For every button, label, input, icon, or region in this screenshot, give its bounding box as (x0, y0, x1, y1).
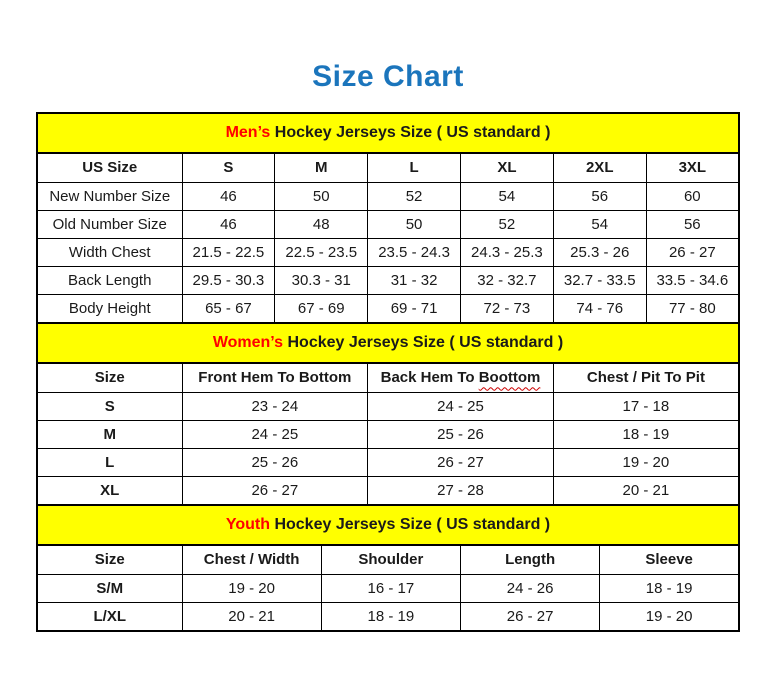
row-label: M (37, 421, 182, 449)
column-header: Shoulder (321, 545, 460, 575)
table-cell: 21.5 - 22.5 (182, 239, 275, 267)
womens-section-rest: Hockey Jerseys Size ( US standard ) (283, 333, 564, 351)
table-cell: 24 - 25 (182, 421, 368, 449)
table-row (37, 211, 739, 239)
table-row (37, 393, 739, 421)
table-cell: 60 (646, 183, 739, 211)
mens-section-row (37, 113, 739, 153)
table-cell: 32.7 - 33.5 (553, 267, 646, 295)
table-row (37, 267, 739, 295)
column-header (368, 363, 554, 393)
table-cell: 30.3 - 31 (275, 267, 368, 295)
table-cell: 23 - 24 (182, 393, 368, 421)
table-cell: 65 - 67 (182, 295, 275, 323)
column-header: Chest / Width (182, 545, 321, 575)
column-header: Length (461, 545, 600, 575)
row-label: L/XL (37, 603, 182, 631)
table-row (37, 295, 739, 323)
table-row (37, 183, 739, 211)
youth-header-row (37, 545, 739, 575)
table-cell: 18 - 19 (553, 421, 739, 449)
table-cell: 26 - 27 (182, 477, 368, 505)
row-label: S/M (37, 575, 182, 603)
youth-section-rest: Hockey Jerseys Size ( US standard ) (270, 515, 551, 533)
table-cell: 24 - 25 (368, 393, 554, 421)
table-cell: 22.5 - 23.5 (275, 239, 368, 267)
youth-section-prefix: Youth (225, 515, 270, 533)
youth-section-header (37, 505, 739, 545)
table-row (37, 477, 739, 505)
table-row (37, 575, 739, 603)
table-cell: 17 - 18 (553, 393, 739, 421)
table-cell: 29.5 - 30.3 (182, 267, 275, 295)
table-row (37, 603, 739, 631)
column-header: XL (460, 153, 553, 183)
table-cell: 32 - 32.7 (460, 267, 553, 295)
table-cell: 52 (368, 183, 461, 211)
table-cell: 18 - 19 (321, 603, 460, 631)
table-cell: 25.3 - 26 (553, 239, 646, 267)
table-cell: 52 (460, 211, 553, 239)
table-cell: 67 - 69 (275, 295, 368, 323)
column-header: 3XL (646, 153, 739, 183)
table-cell: 25 - 26 (182, 449, 368, 477)
mens-header-row (37, 153, 739, 183)
column-header: Front Hem To Bottom (182, 363, 368, 393)
youth-size-table (36, 504, 740, 632)
table-cell: 54 (553, 211, 646, 239)
table-cell: 54 (460, 183, 553, 211)
table-cell: 26 - 27 (368, 449, 554, 477)
table-cell: 24.3 - 25.3 (460, 239, 553, 267)
table-cell: 25 - 26 (368, 421, 554, 449)
column-header: Sleeve (600, 545, 739, 575)
table-cell: 46 (182, 183, 275, 211)
column-header: Size (37, 545, 182, 575)
womens-section-header (37, 323, 739, 363)
table-cell: 74 - 76 (553, 295, 646, 323)
table-cell: 20 - 21 (182, 603, 321, 631)
womens-size-table (36, 322, 740, 506)
table-row (37, 449, 739, 477)
table-cell: 19 - 20 (553, 449, 739, 477)
row-label: XL (37, 477, 182, 505)
column-header: 2XL (553, 153, 646, 183)
mens-section-header (37, 113, 739, 153)
womens-header-row (37, 363, 739, 393)
misspelled-word: Boottom (478, 369, 541, 387)
womens-section-row (37, 323, 739, 363)
table-row (37, 239, 739, 267)
table-cell: 27 - 28 (368, 477, 554, 505)
table-cell: 72 - 73 (460, 295, 553, 323)
mens-section-rest: Hockey Jerseys Size ( US standard ) (270, 123, 551, 141)
mens-section-prefix: Men’s (225, 123, 271, 141)
column-header: Size (37, 363, 182, 393)
table-cell: 33.5 - 34.6 (646, 267, 739, 295)
womens-section-prefix: Women’s (212, 333, 284, 351)
table-cell: 26 - 27 (646, 239, 739, 267)
column-header: Chest / Pit To Pit (553, 363, 739, 393)
table-cell: 18 - 19 (600, 575, 739, 603)
table-cell: 19 - 20 (182, 575, 321, 603)
table-cell: 48 (275, 211, 368, 239)
table-cell: 69 - 71 (368, 295, 461, 323)
column-header: L (368, 153, 461, 183)
column-header-text: Back Hem To (380, 369, 479, 387)
table-cell: 24 - 26 (461, 575, 600, 603)
table-cell: 20 - 21 (553, 477, 739, 505)
youth-section-row (37, 505, 739, 545)
page-title: Size Chart (312, 60, 464, 93)
table-cell: 16 - 17 (321, 575, 460, 603)
table-cell: 50 (275, 183, 368, 211)
table-cell: 56 (553, 183, 646, 211)
table-row (37, 421, 739, 449)
row-label: S (37, 393, 182, 421)
row-label: Width Chest (37, 239, 182, 267)
row-label: L (37, 449, 182, 477)
table-cell: 31 - 32 (368, 267, 461, 295)
column-header: US Size (37, 153, 182, 183)
mens-size-table (36, 112, 740, 324)
table-cell: 56 (646, 211, 739, 239)
table-cell: 46 (182, 211, 275, 239)
row-label: Old Number Size (37, 211, 182, 239)
table-cell: 19 - 20 (600, 603, 739, 631)
table-cell: 77 - 80 (646, 295, 739, 323)
row-label: New Number Size (37, 183, 182, 211)
table-cell: 26 - 27 (461, 603, 600, 631)
table-cell: 23.5 - 24.3 (368, 239, 461, 267)
table-cell: 50 (368, 211, 461, 239)
row-label: Body Height (37, 295, 182, 323)
row-label: Back Length (37, 267, 182, 295)
column-header: S (182, 153, 275, 183)
column-header: M (275, 153, 368, 183)
